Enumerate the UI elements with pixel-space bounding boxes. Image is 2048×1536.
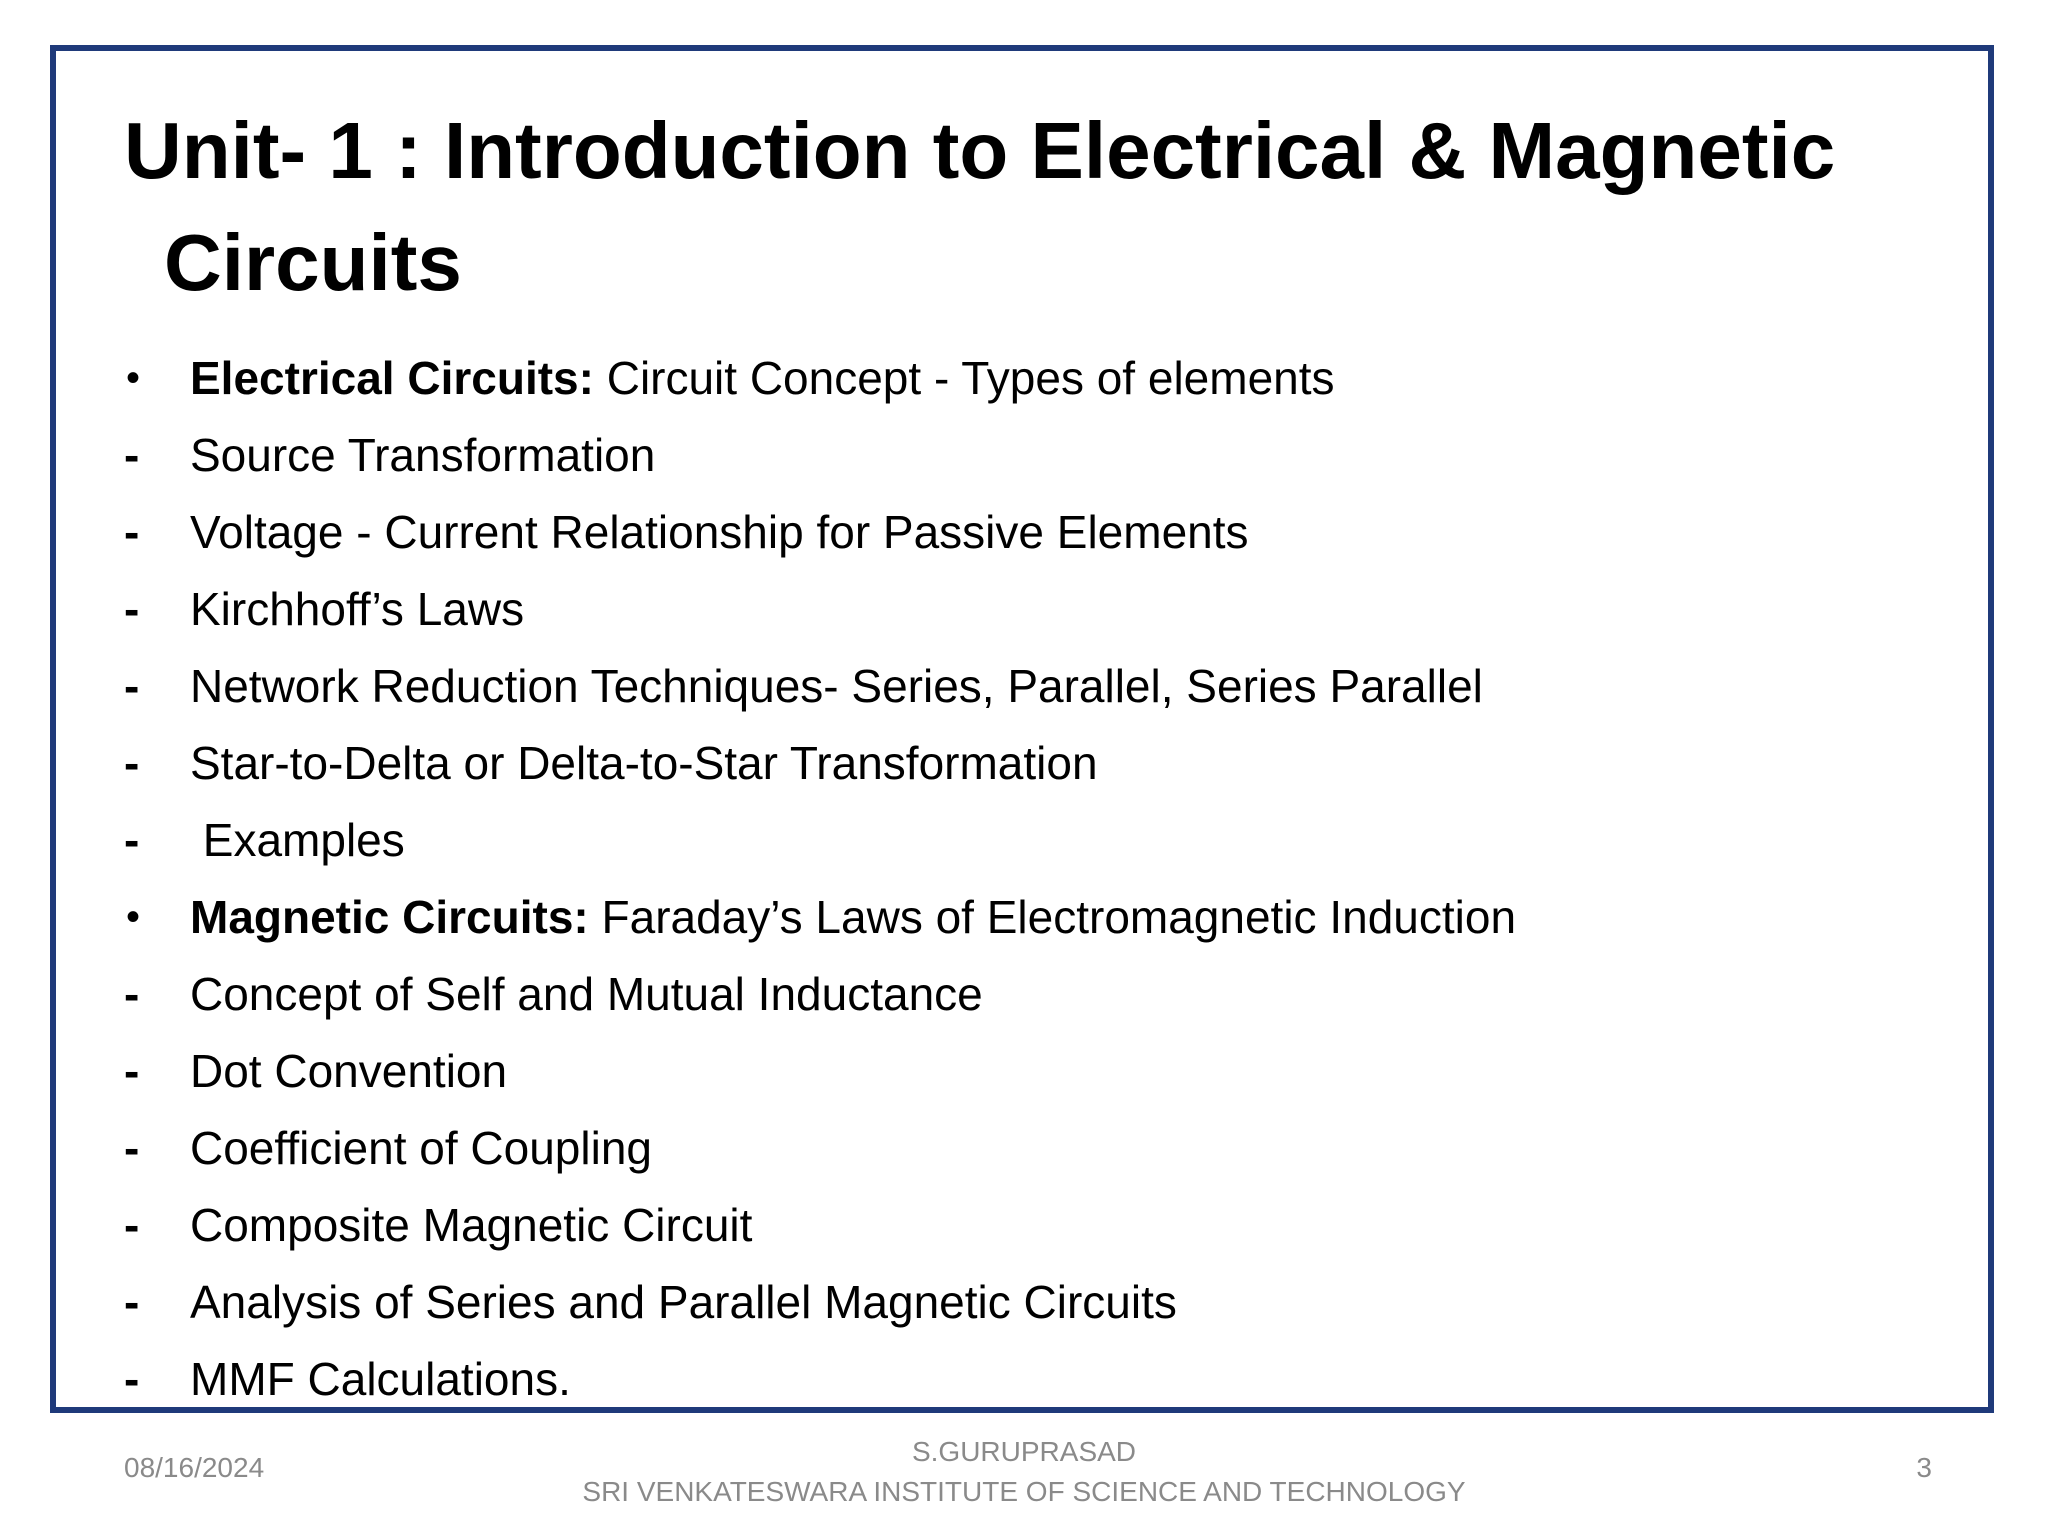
list-item-body: Analysis of Series and Parallel Magnetic Circuits — [190, 1276, 1177, 1328]
bullet-dash: - — [124, 737, 140, 789]
list-item-heading: Electrical Circuits: — [190, 352, 594, 404]
bullet-dash: - — [124, 1276, 140, 1328]
list-item-body: Source Transformation — [190, 429, 656, 481]
list-item-text — [190, 417, 655, 494]
slide-title — [124, 95, 1924, 319]
list-item-text — [190, 648, 1483, 725]
list-item-heading: Magnetic Circuits: — [190, 891, 589, 943]
list-item-body: Coefficient of Coupling — [190, 1122, 652, 1174]
list-item-text — [190, 1110, 652, 1187]
bullet-dash: - — [124, 583, 140, 635]
list-item-text — [190, 1033, 507, 1110]
bullet-dash: - — [124, 506, 140, 558]
bullet-dash: - — [124, 1122, 140, 1174]
list-item-body: Voltage - Current Relationship for Passive Elements — [190, 506, 1249, 558]
list-item-text — [190, 725, 1098, 802]
bullet-dash: - — [124, 968, 140, 1020]
list-item-body: Faraday’s Laws of Electromagnetic Induction — [588, 891, 1517, 943]
bullet-dash: - — [124, 814, 140, 866]
slide-title-line-2: Circuits — [164, 218, 462, 307]
bullet-dot: • — [126, 356, 141, 400]
list-item-body: Kirchhoff’s Laws — [190, 583, 525, 635]
bullet-dash: - — [124, 1199, 140, 1251]
list-item-text — [190, 571, 524, 648]
list-item-text — [190, 879, 1516, 956]
list-item-text — [190, 1187, 752, 1264]
slide-number: 3 — [1916, 1452, 1932, 1483]
bullet-dot: • — [126, 895, 141, 939]
list-item-body: Circuit Concept - Types of elements — [593, 352, 1335, 404]
bullet-dash: - — [124, 1353, 140, 1405]
list-item-text — [190, 956, 983, 1033]
list-item-body: Composite Magnetic Circuit — [190, 1199, 753, 1251]
list-item-text — [190, 1264, 1177, 1341]
footer-date: 08/16/2024 — [124, 1452, 265, 1483]
list-item-body: MMF Calculations. — [190, 1353, 571, 1405]
slide-title-line-1: Unit- 1 : Introduction to Electrical & Magnetic — [124, 106, 1836, 195]
footer-author: S.GURUPRASAD — [911, 1436, 1137, 1467]
footer-institute: SRI VENKATESWARA INSTITUTE OF SCIENCE AND TECHNOLOGY — [582, 1476, 1466, 1507]
list-item-body: Star-to-Delta or Delta-to-Star Transformation — [190, 737, 1098, 789]
list-item-text — [190, 1341, 571, 1418]
list-item-body: Examples — [190, 814, 405, 866]
list-item-body: Dot Convention — [190, 1045, 508, 1097]
bullet-dash: - — [124, 1045, 140, 1097]
list-item-text — [190, 340, 1335, 417]
footer-center — [0, 1432, 2048, 1512]
list-item-body: Network Reduction Techniques- Series, Parallel, Series Parallel — [190, 660, 1483, 712]
list-item-text — [190, 802, 405, 879]
bullet-dash: - — [124, 660, 140, 712]
bullet-dash: - — [124, 429, 140, 481]
list-item-text — [190, 494, 1249, 571]
list-item-body: Concept of Self and Mutual Inductance — [190, 968, 983, 1020]
